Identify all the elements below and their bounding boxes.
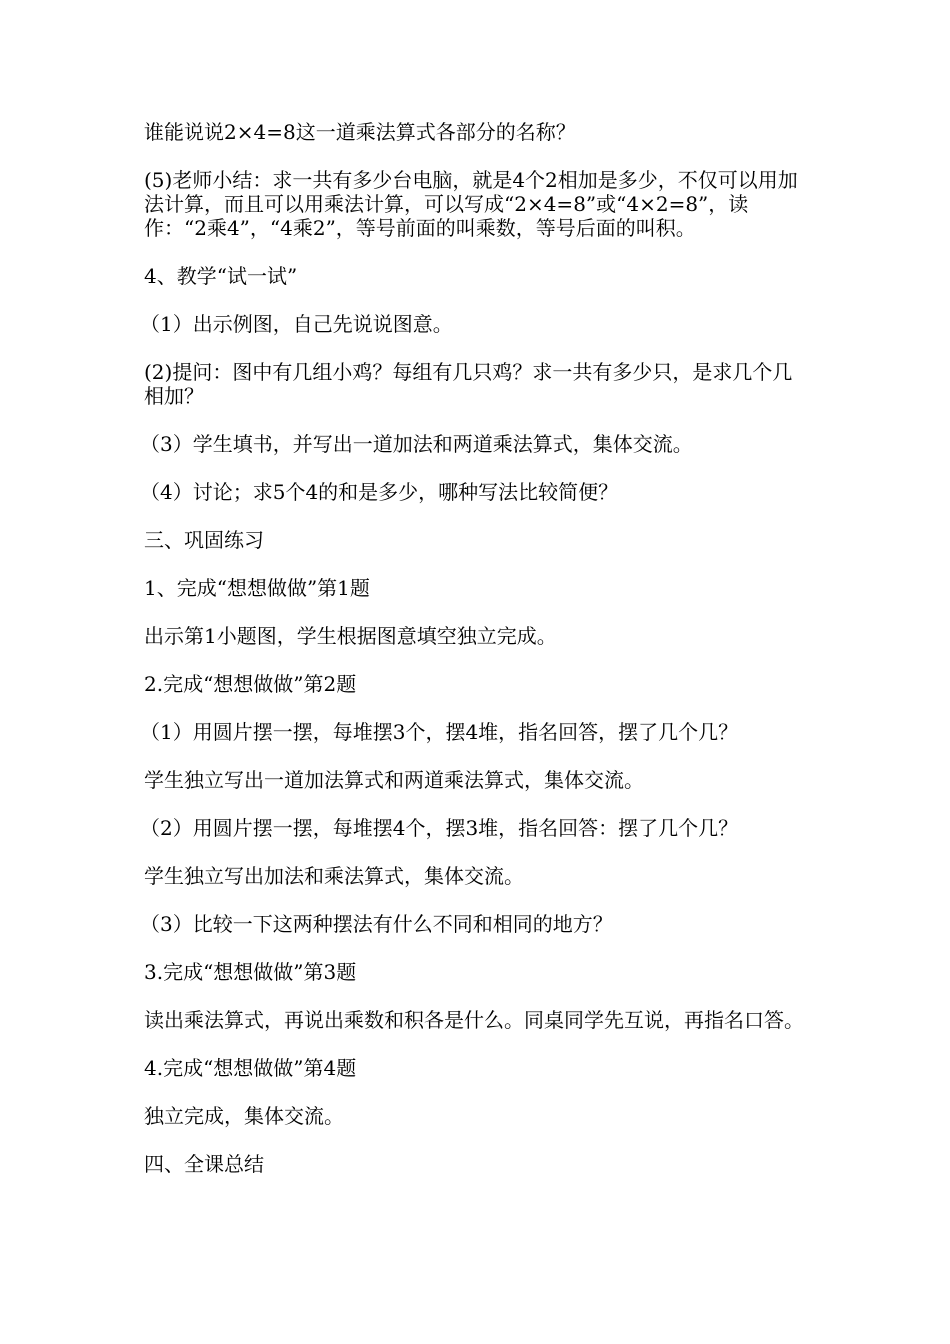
paragraph-try-step-1: （1）出示例图，自己先说说图意。 <box>140 312 453 336</box>
paragraph-exercise-1: 1、完成“想想做做”第1题 <box>144 576 370 600</box>
document-page <box>140 120 810 1200</box>
paragraph-try-step-4: （4）讨论；求5个4的和是多少，哪种写法比较简便？ <box>140 480 619 504</box>
paragraph-teacher-summary: (5)老师小结：求一共有多少台电脑，就是4个2相加是多少，不仅可以用加法计算，而且可以用乘法计算，可以写成“2×4=8”或“4×2=8”，读作：“2乘4”，“4乘2”，等号前面的叫乘数，等号后面的叫积。 <box>144 168 798 240</box>
paragraph-exercise-3-detail: 读出乘法算式，再说出乘数和积各是什么。同桌同学先互说，再指名口答。 <box>144 1008 804 1032</box>
paragraph-exercise-4-detail: 独立完成，集体交流。 <box>144 1104 344 1128</box>
paragraph-try-step-2: (2)提问：图中有几组小鸡？每组有几只鸡？求一共有多少只，是求几个几相加？ <box>144 360 793 408</box>
paragraph-question-names: 谁能说说2×4=8这一道乘法算式各部分的名称？ <box>144 120 576 144</box>
paragraph-try-step-3: （3）学生填书，并写出一道加法和两道乘法算式，集体交流。 <box>140 432 693 456</box>
paragraph-exercise-1-detail: 出示第1小题图，学生根据图意填空独立完成。 <box>144 624 557 648</box>
paragraph-exercise-2: 2.完成“想想做做”第2题 <box>144 672 357 696</box>
paragraph-exercise-2-step-2: （2）用圆片摆一摆，每堆摆4个，摆3堆，指名回答：摆了几个几？ <box>140 816 739 840</box>
heading-practice: 三、巩固练习 <box>144 528 264 552</box>
paragraph-exercise-2-step-3: （3）比较一下这两种摆法有什么不同和相同的地方？ <box>140 912 613 936</box>
paragraph-exercise-4: 4.完成“想想做做”第4题 <box>144 1056 357 1080</box>
paragraph-exercise-2-step-2-detail: 学生独立写出加法和乘法算式，集体交流。 <box>144 864 524 888</box>
paragraph-exercise-2-step-1-detail: 学生独立写出一道加法算式和两道乘法算式，集体交流。 <box>144 768 644 792</box>
heading-summary: 四、全课总结 <box>144 1152 264 1176</box>
paragraph-exercise-2-step-1: （1）用圆片摆一摆，每堆摆3个，摆4堆，指名回答，摆了几个几？ <box>140 720 739 744</box>
paragraph-exercise-3: 3.完成“想想做做”第3题 <box>144 960 357 984</box>
paragraph-section-try: 4、教学“试一试” <box>144 264 298 288</box>
